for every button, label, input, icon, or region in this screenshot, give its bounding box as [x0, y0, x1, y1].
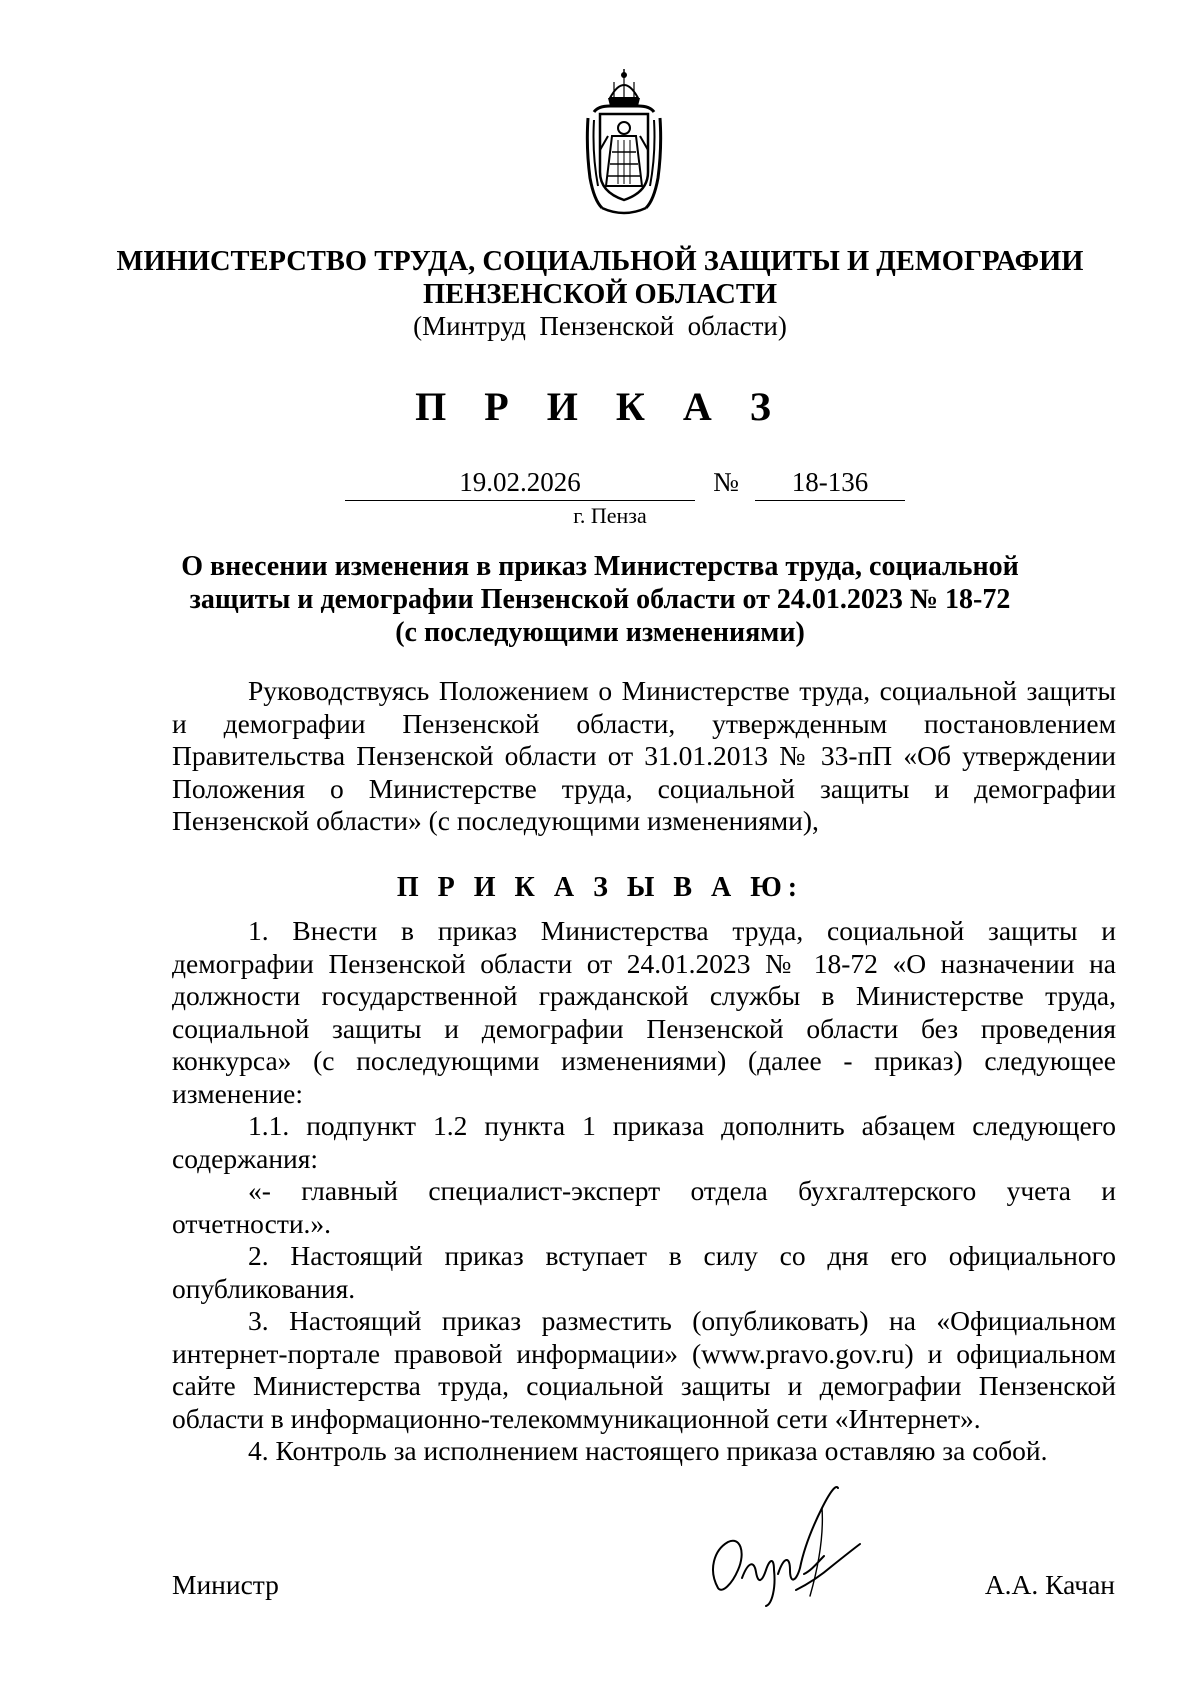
handwritten-signature-icon — [700, 1478, 870, 1608]
number-sign: № — [713, 467, 739, 497]
document-number: 18-136 — [755, 464, 905, 501]
coat-of-arms-icon — [580, 68, 668, 216]
item-1-paragraph: 1. Внести в приказ Министерства труда, социальной защиты и демографии Пензенской области от 24.01.2023 № 18-72 «О назначении на должности государственной гражданской службы в Министерстве труда, социальной защиты и демографии Пензенской области без проведения конкурса» (с последующими изменениями) (далее - приказ) следующее изменение: — [172, 915, 1116, 1109]
signatory-role: Министр — [172, 1569, 279, 1600]
subject-line1: О внесении изменения в приказ Министерства труда, социальной — [181, 551, 1019, 582]
item-3-paragraph: 3. Настоящий приказ разместить (опубликовать) на «Официальном интернет-портале правовой информации» (www.pravo.gov.ru) и официальном сайте Министерства труда, социальной защиты и демографии Пензенской области в информационно-телекоммуникационной сети «Интернет». — [172, 1305, 1116, 1434]
ministry-name-line1: МИНИСТЕРСТВО ТРУДА, СОЦИАЛЬНОЙ ЗАЩИТЫ И ДЕМОГРАФИИ — [116, 246, 1084, 277]
item-1-1-paragraph: 1.1. подпункт 1.2 пункта 1 приказа дополнить абзацем следующего содержания: — [172, 1110, 1116, 1174]
item-2-paragraph: 2. Настоящий приказ вступает в силу со дня его официального опубликования. — [172, 1240, 1116, 1304]
ministry-name — [100, 245, 1100, 311]
document-city: г. Пенза — [573, 503, 647, 528]
document-type-title: П Р И К А З — [415, 384, 785, 429]
ministry-short-name: (Минтруд Пензенской области) — [413, 311, 787, 341]
orders-heading: П Р И К А З Ы В А Ю: — [396, 872, 804, 903]
item-1-1-quote: «- главный специалист-эксперт отдела бухгалтерского учета и отчетности.». — [172, 1175, 1116, 1239]
document-date: 19.02.2026 — [345, 464, 695, 501]
ministry-name-line2: ПЕНЗЕНСКОЙ ОБЛАСТИ — [422, 279, 778, 310]
subject-line3: (с последующими изменениями) — [395, 617, 805, 648]
signatory-name: А.А. Качан — [984, 1569, 1115, 1600]
subject-line2: защиты и демографии Пензенской области от 24.01.2023 № 18-72 — [189, 584, 1011, 615]
preamble-paragraph: Руководствуясь Положением о Министерстве труда, социальной защиты и демографии Пензенской области, утвержденным постановлением Правительства Пензенской области от 31.01.2013 № 33-пП «Об утверждении Положения о Министерстве труда, социальной защиты и демографии Пензенской области» (с последующими изменениями), — [172, 675, 1116, 836]
document-subject — [130, 550, 1070, 649]
item-4-paragraph: 4. Контроль за исполнением настоящего приказа оставляю за собой. — [248, 1435, 1048, 1466]
